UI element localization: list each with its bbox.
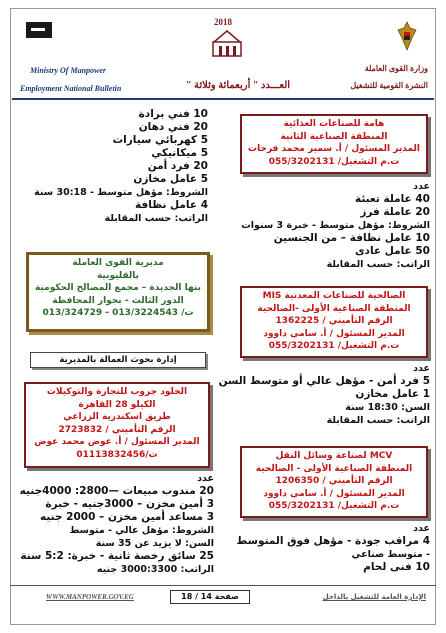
eagle-emblem-icon — [396, 20, 418, 52]
issue-number: العـــدد " أربعمائة وثلاثة " — [185, 80, 291, 91]
jobs-list-auto: 10 فني برادة 20 فني دهان 5 كهربائي سيارات 5 ميكانيكي 20 فرد أمن 5 عامل مخازن الشروط: مؤهل متوسط - 30:18 سنة 4 عامل نظافة الراتب: حسب المقابلة — [34, 108, 208, 224]
footer-url-link[interactable]: WWW.MANPOWER.GOV.EG — [46, 593, 134, 601]
right-column — [218, 106, 436, 576]
page-number: صفحة 14 / 18 — [170, 590, 250, 604]
research-dept-label: إدارة بحوث العمالة بالمديرية — [30, 352, 206, 368]
company-box-mis: الصالحية للصناعات المعدنية MIS المنطقة الصناعية الأولى -الصالحية الرقم التأميني / 1362225 المدير المسئول / أ. سامي داوود ت.م التشغيل/ 055/3202131 — [240, 286, 428, 358]
jobs-list-mis: عدد 5 فرد أمن - مؤهل عالي أو متوسط السن 1 عامل مخازن السن: 18:30 سنة الراتب: حسب المقابلة — [218, 363, 430, 426]
jobs-list-mcv: عدد 4 مراقب جودة - مؤهل فوق المتوسط - متوسط صناعي 10 فنى لحام — [236, 523, 430, 573]
left-column — [10, 106, 218, 576]
ministry-logo-icon — [210, 28, 244, 60]
company-box-mcv: MCV لصناعة وسائل النقل المنطقة الصناعية الأولى - الصالحية الرقم التأميني / 1206350 المدير المسئول / أ. سامي داوود ت.م التشغيل/ 055/3202131 — [240, 446, 428, 518]
flag-icon — [26, 22, 52, 38]
header — [10, 8, 436, 98]
year: 2018 — [214, 17, 232, 27]
ministry-en: Ministry Of Manpower — [30, 66, 107, 75]
directorate-box: مديرية القوى العاملة بالقليوبية بنها الجديدة – مجمع المصالح الحكومية الدور الثالث - بجوار المحافظة ت/ 013/3224543 - 013/324729 — [26, 252, 210, 332]
jobs-list-khloud: عدد 20 مندوب مبيعات —2800: 4000جنيه 3 أمين مخزن – 3000جنيه - خبرة 3 مساعد أمين مخزن – 2000 جنيه الشروط: مؤهل عالي - متوسط السن: لا يزيد عن 35 سنة 25 سائق رخصة ثانية - خبرة: 5:2 سنة الراتب: 3000:3300 جنيه — [19, 473, 214, 575]
company-box-khloud: الخلود جروب للتجارة والتوكيلات الكيلو 28 القاهرة طريق اسكندرية الزراعي الرقم التأميني / 2723832 المدير المسئول / أ. عوض محمد عوض ت/01113832456 — [24, 382, 210, 468]
footer-department: الإدارة العامة للتشغيل بالداخل — [322, 593, 426, 601]
company-box-hama: هامة للصناعات الغذائية المنطقة الصناعية الثانية المدير المسئول / أ. سمير محمد فرحات ت.م التشغيل/ 055/3202131 — [240, 114, 428, 174]
footer-divider — [10, 585, 436, 586]
header-divider — [12, 98, 434, 100]
ministry-ar: وزارة القوى العاملة — [364, 64, 428, 73]
bulletin-ar: النشرة القومية للتشغيل — [350, 81, 428, 90]
bulletin-page — [10, 8, 436, 625]
bulletin-en: Employment National Bulletin — [20, 84, 122, 93]
jobs-list-hama: عدد 40 عاملة تعبئة 20 عاملة فرز الشروط: مؤهل متوسط - خبرة 3 سنوات 10 عامل نظافة – من الجنسين 50 عامل عادى الراتب: حسب المقابلة — [241, 181, 430, 270]
